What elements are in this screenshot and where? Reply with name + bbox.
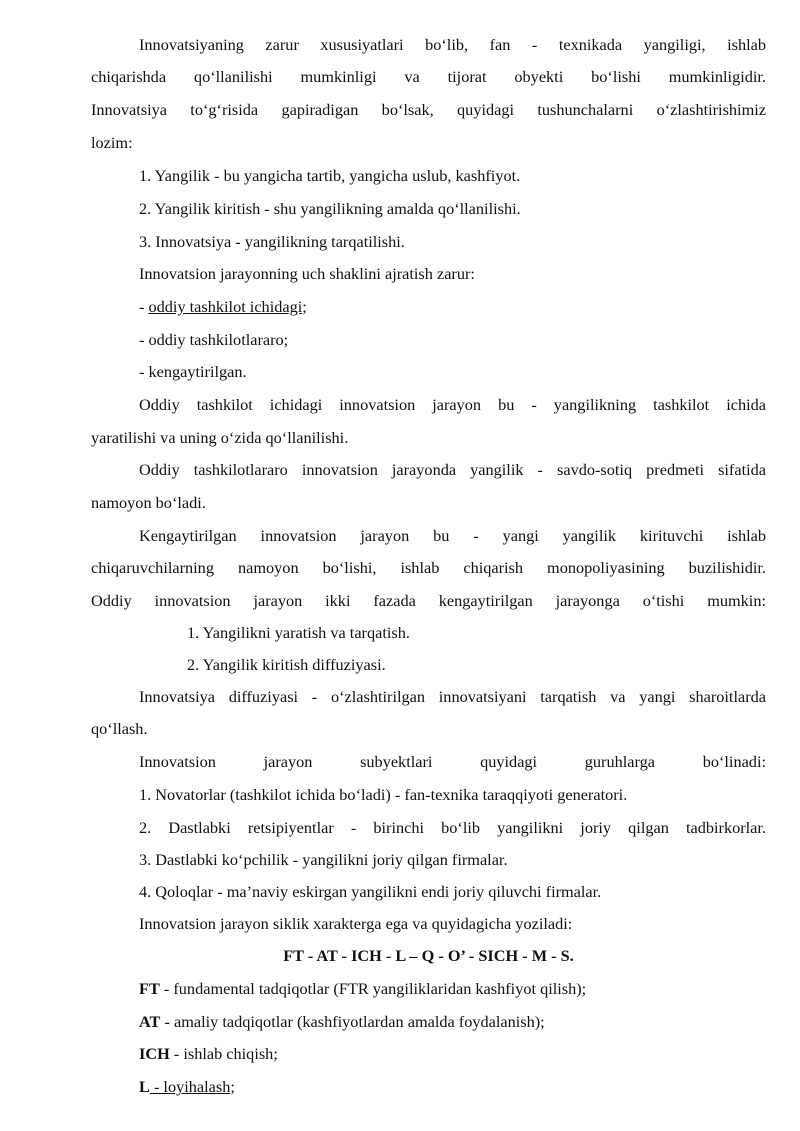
list-item: 3. Innovatsiya - yangilikning tarqatilishi. [139,232,405,251]
paragraph-line: Oddiy tashkilotlararo innovatsion jarayonda yangilik - savdo-sotiq predmeti sifatida [139,460,766,479]
definition-terminator: ; [230,1077,235,1096]
definition-line [139,1012,766,1032]
paragraph-line: Innovatsion jarayon subyektlari quyidagi guruhlarga bo‘linadi: [139,752,766,771]
definition-line [139,1077,766,1097]
list-item: 1. Yangilik - bu yangicha tartib, yangicha uslub, kashfiyot. [139,166,521,185]
list-terminator: ; [302,297,307,316]
list-item [139,297,766,317]
paragraph-line: Innovatsiyaning zarur xususiyatlari bo‘lib, fan - texnikada yangiligi, ishlab [139,35,766,54]
paragraph-line: Innovatsiya diffuziyasi - o‘zlashtirilgan innovatsiyani tarqatish va yangi sharoitlarda [139,687,766,706]
definition: - loyihalash [149,1077,231,1096]
list-item: 4. Qoloqlar - ma’naviy eskirgan yangilikni endi joriy qiluvchi firmalar. [139,882,602,901]
definition: - amaliy tadqiqotlar (kashfiyotlardan amalda foydalanish); [160,1012,545,1031]
list-item: 3. Dastlabki ko‘pchilik - yangilikni joriy qilgan firmalar. [139,850,508,869]
term: AT [139,1012,161,1031]
term: ICH [139,1044,170,1063]
term: FT [139,979,160,998]
paragraph-line: Innovatsiya to‘g‘risida gapiradigan bo‘lsak, quyidagi tushunchalarni o‘zlashtirishimiz [91,100,766,119]
definition-line [139,979,766,999]
definition: - ishlab chiqish; [169,1044,278,1063]
paragraph-line: Innovatsion jarayonning uch shaklini ajratish zarur: [139,264,475,283]
paragraph-line: chiqarishda qo‘llanilishi mumkinligi va tijorat obyekti bo‘lishi mumkinligidir. [91,67,766,86]
underlined-term: oddiy tashkilot ichidagi [148,297,303,316]
list-item: - kengaytirilgan. [139,362,247,381]
paragraph-line: lozim: [91,133,133,152]
term: L [139,1077,150,1096]
paragraph-line: Kengaytirilgan innovatsion jarayon bu - yangi yangilik kirituvchi ishlab [139,526,766,545]
paragraph-line: chiqaruvchilarning namoyon bo‘lishi, ishlab chiqarish monopoliyasining buzilishidir. [91,558,766,577]
list-item: 2. Dastlabki retsipiyentlar - birinchi bo‘lib yangilikni joriy qilgan tadbirkorlar. [139,818,766,837]
list-item: 2. Yangilik kiritish - shu yangilikning amalda qo‘llanilishi. [139,199,521,218]
paragraph-line: Innovatsion jarayon siklik xarakterga ega va quyidagicha yoziladi: [139,914,573,933]
definition: - fundamental tadqiqotlar (FTR yangiliklaridan kashfiyot qilish); [159,979,587,998]
list-item: 1. Novatorlar (tashkilot ichida bo‘ladi) - fan-texnika taraqqiyoti generatori. [139,785,628,804]
list-dash: - [139,297,149,316]
list-item: 2. Yangilik kiritish diffuziyasi. [187,655,386,674]
list-item: - oddiy tashkilotlararo; [139,330,289,349]
formula-line: FT - AT - ICH - L – Q - O’ - SICH - M - S. [283,946,574,965]
paragraph-line: Oddiy innovatsion jarayon ikki fazada kengaytirilgan jarayonga o‘tishi mumkin: [91,591,766,610]
paragraph-line: yaratilishi va uning o‘zida qo‘llanilishi. [91,428,349,447]
paragraph-line: qo‘llash. [91,719,148,738]
definition-line [139,1044,766,1064]
paragraph-line: namoyon bo‘ladi. [91,493,206,512]
list-item: 1. Yangilikni yaratish va tarqatish. [187,623,410,642]
paragraph-line: Oddiy tashkilot ichidagi innovatsion jarayon bu - yangilikning tashkilot ichida [139,395,766,414]
